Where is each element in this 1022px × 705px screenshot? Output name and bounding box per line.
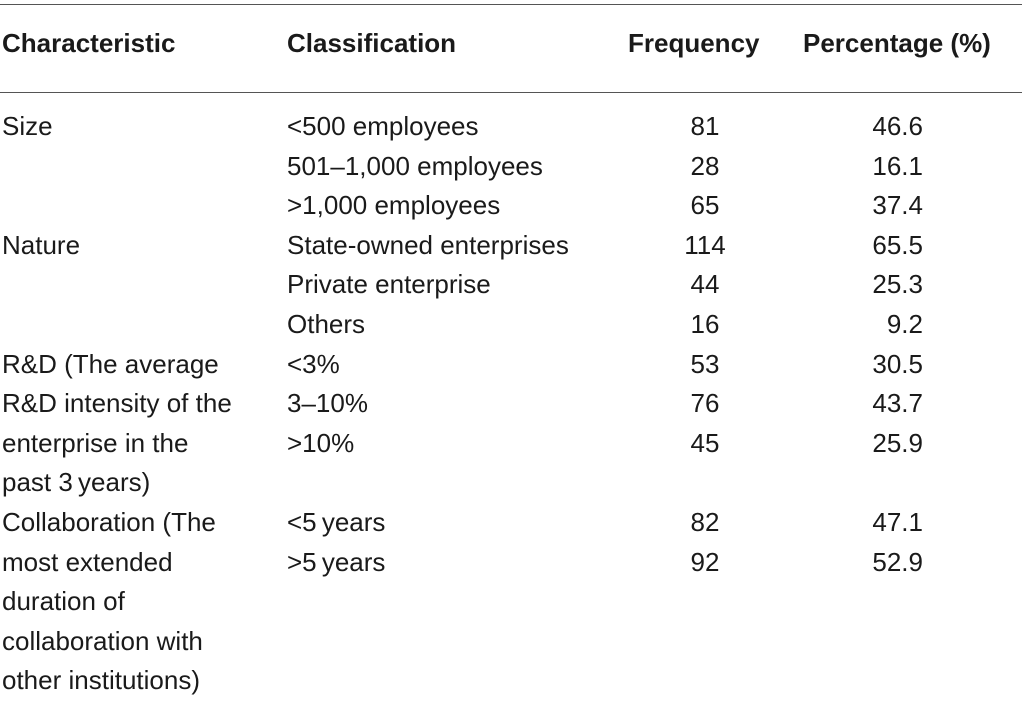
cell-percentage: 65.5: [872, 229, 923, 260]
cell-classification: <500 employees: [287, 111, 479, 141]
top-rule: [0, 4, 1022, 5]
cell-percentage: 37.4: [872, 190, 923, 221]
table-row: [0, 107, 1022, 147]
cell-characteristic: R&D intensity of the: [2, 388, 232, 419]
cell-characteristic: R&D (The average: [2, 348, 219, 379]
table-row: [0, 147, 1022, 187]
cell-classification: <3%: [287, 348, 340, 379]
table-row: [0, 305, 1022, 345]
cell-characteristic: collaboration with: [2, 625, 203, 656]
table-row: [0, 463, 1022, 503]
cell-classification: 3–10%: [287, 388, 368, 419]
header-characteristic: Characteristic: [2, 28, 176, 58]
cell-frequency: 44: [690, 269, 720, 300]
cell-frequency: 81: [690, 111, 720, 141]
cell-percentage: 25.3: [872, 269, 923, 300]
cell-frequency: 92: [690, 546, 720, 577]
cell-percentage: 46.6: [872, 111, 923, 141]
header-rule: [0, 92, 1022, 93]
cell-frequency: 76: [690, 388, 720, 419]
cell-classification: Private enterprise: [287, 269, 491, 300]
table-row: [0, 503, 1022, 543]
header-percentage: Percentage (%): [803, 28, 991, 58]
table-row: [0, 661, 1022, 701]
table-row: [0, 186, 1022, 226]
cell-characteristic: most extended: [2, 546, 173, 577]
cell-frequency: 16: [690, 308, 720, 339]
cell-frequency: 45: [690, 427, 720, 458]
cell-characteristic: enterprise in the: [2, 427, 189, 458]
table-row: [0, 582, 1022, 622]
cell-characteristic: Collaboration (The: [2, 506, 216, 537]
cell-percentage: 52.9: [872, 546, 923, 577]
cell-classification: <5 years: [287, 506, 386, 537]
table-row: [0, 265, 1022, 305]
table-row: [0, 345, 1022, 385]
cell-frequency: 114: [684, 229, 726, 260]
cell-classification: >10%: [287, 427, 355, 458]
cell-classification: Others: [287, 308, 366, 339]
cell-classification: State-owned enterprises: [287, 229, 569, 260]
table-header: [0, 28, 1022, 68]
cell-characteristic: Size: [2, 111, 53, 141]
cell-percentage: 47.1: [872, 506, 923, 537]
cell-frequency: 28: [690, 150, 720, 181]
cell-frequency: 65: [690, 190, 720, 221]
table-row: [0, 424, 1022, 464]
cell-classification: >1,000 employees: [287, 190, 501, 221]
cell-characteristic: duration of: [2, 586, 125, 617]
cell-percentage: 30.5: [872, 348, 923, 379]
header-classification: Classification: [287, 28, 457, 58]
table-row: [0, 543, 1022, 583]
table-body: [0, 107, 1022, 701]
cell-percentage: 16.1: [872, 150, 923, 181]
cell-percentage: 9.2: [886, 308, 923, 339]
table-row: [0, 226, 1022, 266]
cell-characteristic: other institutions): [2, 665, 200, 696]
cell-classification: 501–1,000 employees: [287, 150, 543, 181]
cell-characteristic: past 3 years): [2, 467, 151, 498]
header-frequency: Frequency: [628, 28, 760, 58]
cell-percentage: 43.7: [872, 388, 923, 419]
cell-classification: >5 years: [287, 546, 386, 577]
cell-frequency: 53: [690, 348, 720, 379]
cell-frequency: 82: [690, 506, 720, 537]
cell-characteristic: Nature: [2, 229, 81, 260]
cell-percentage: 25.9: [872, 427, 923, 458]
table-row: [0, 622, 1022, 662]
table-row: [0, 384, 1022, 424]
